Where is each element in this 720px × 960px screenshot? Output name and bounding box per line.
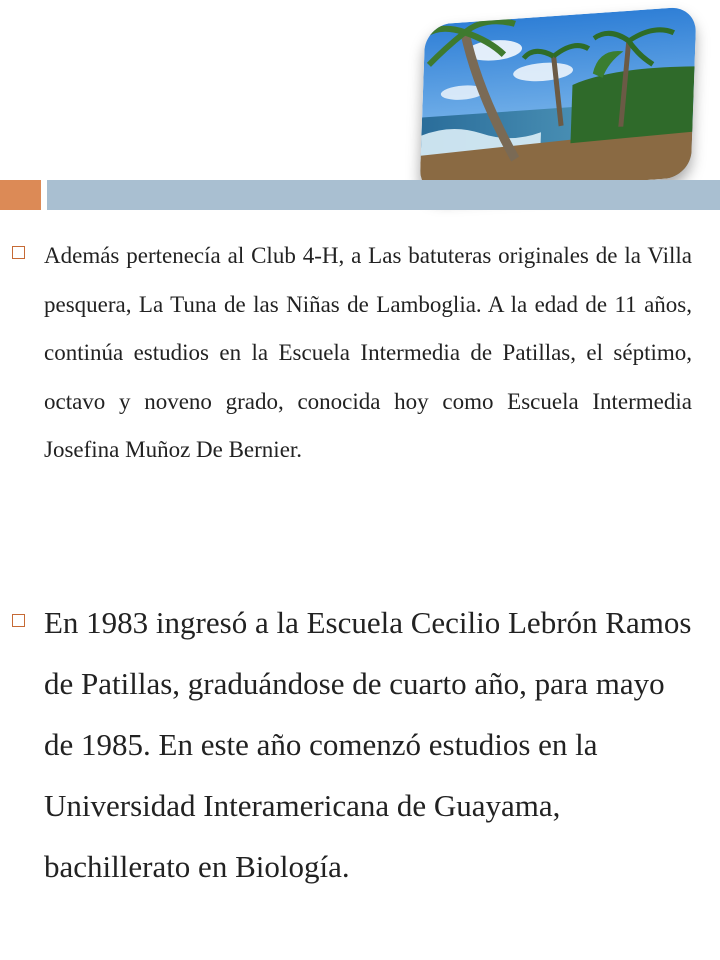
bullet-text: En 1983 ingresó a la Escuela Cecilio Lebrón Ramos de Patillas, graduándose de cuarto año, para mayo de 1985. En este año comenzó estudios en la Universidad Interamericana de Guayama, bachillerato en Biología. [44,605,692,884]
square-bullet-icon [12,614,25,627]
square-bullet-icon [12,246,25,259]
beach-photo [419,6,696,196]
bullet-item [12,592,692,897]
bullet-text: Además pertenecía al Club 4-H, a Las batuteras originales de la Villa pesquera, La Tuna de las Niñas de Lamboglia. A la edad de 11 años, continúa estudios en la Escuela Intermedia de Patillas, el séptimo, octavo y noveno grado, conocida hoy como Escuela Intermedia Josefina Muñoz De Bernier. [44,243,692,462]
bullet-item [12,232,692,475]
beach-palm-icon [419,6,696,196]
header-bar [47,180,720,210]
accent-bar [0,180,41,210]
